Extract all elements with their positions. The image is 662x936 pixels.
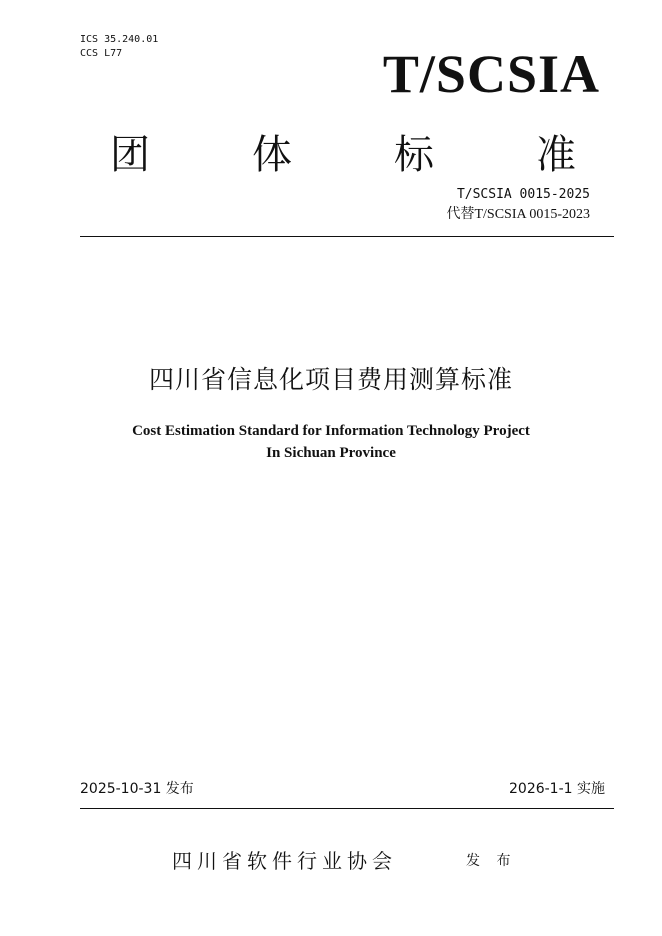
standard-number: T/SCSIA 0015-2025	[456, 187, 590, 202]
english-title-line-1: Cost Estimation Standard for Information Technology Project	[132, 423, 530, 439]
heading-char-1: 团	[110, 132, 150, 178]
ics-code: ICS 35.240.01	[80, 34, 159, 45]
standard-code-logo: T/SCSIA	[382, 44, 600, 104]
group-standard-heading	[110, 130, 576, 180]
english-title-line-2: In Sichuan Province	[266, 445, 396, 461]
replaces-standard: 代替T/SCSIA 0015-2023	[446, 207, 590, 222]
publish-date: 2025-10-31 发布	[80, 781, 194, 797]
heading-char-3: 标	[394, 132, 434, 178]
top-divider	[80, 236, 614, 237]
bottom-divider	[80, 808, 614, 809]
publisher-name: 四川省软件行业协会	[172, 849, 397, 873]
document-title-english	[0, 420, 662, 464]
heading-char-2: 体	[252, 132, 292, 178]
ccs-code: CCS L77	[80, 48, 123, 59]
heading-char-4: 准	[536, 132, 576, 178]
implementation-date: 2026-1-1 实施	[509, 781, 605, 797]
document-title-chinese: 四川省信息化项目费用测算标准	[148, 365, 513, 394]
publish-label: 发 布	[466, 853, 517, 869]
